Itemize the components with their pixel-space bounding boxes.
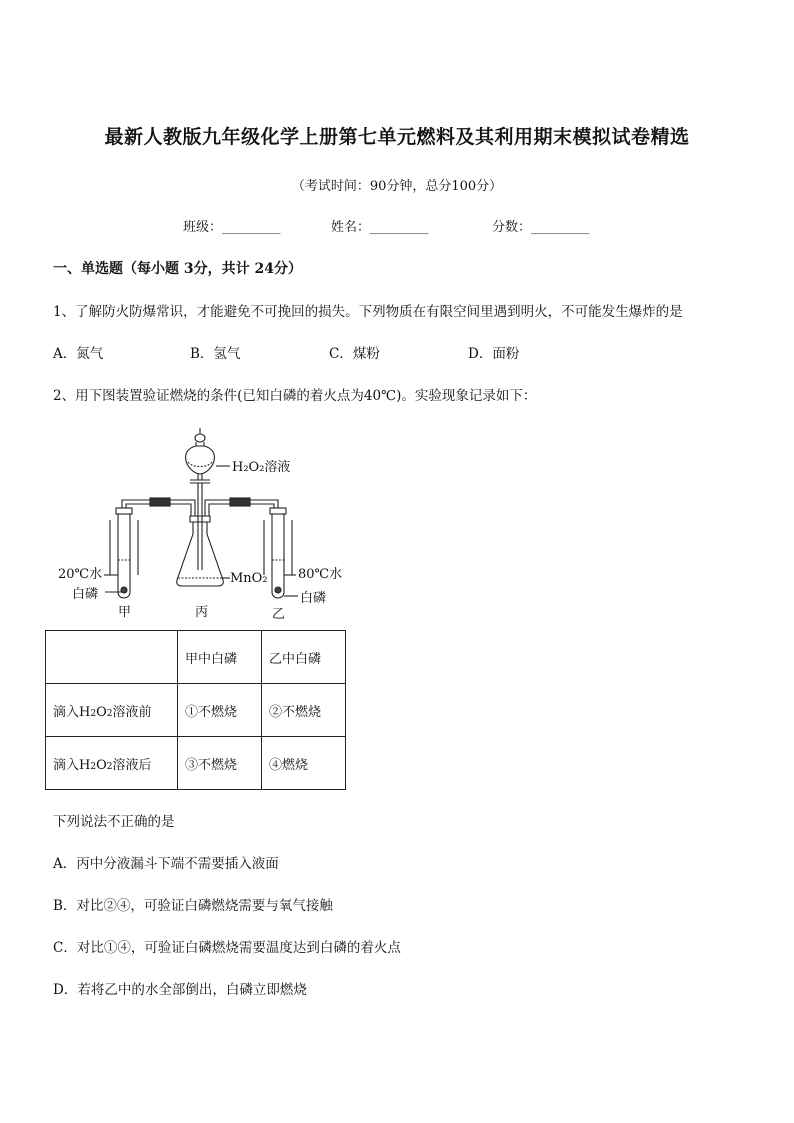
question-2-option-b: B．对比②④，可验证白磷燃烧需要与氧气接触 [53, 898, 333, 914]
table-cell [46, 631, 178, 684]
label-bing: 丙 [195, 605, 209, 620]
name-field: 姓名：_________ [331, 220, 429, 235]
score-field: 分数：_________ [492, 220, 590, 235]
apparatus-diagram [50, 420, 360, 625]
table-row [46, 631, 346, 684]
label-h2o2: H₂O₂溶液 [232, 460, 291, 475]
table-cell: ①不燃烧 [178, 684, 262, 737]
question-2-option-c: C．对比①④，可验证白磷燃烧需要温度达到白磷的着火点 [53, 940, 401, 956]
question-1-option-d: D．面粉 [468, 346, 520, 362]
table-cell: ③不燃烧 [178, 737, 262, 790]
experiment-table [45, 630, 346, 790]
table-header: 乙中白磷 [262, 631, 346, 684]
question-2-prompt: 下列说法不正确的是 [53, 814, 175, 830]
section-heading: 一、单选题（每小题 3分，共计 24分） [53, 261, 302, 277]
table-row-label: 滴入H2O2溶液前 [46, 684, 178, 737]
label-white-phosphorus-left: 白磷 [72, 587, 99, 602]
label-white-phosphorus-right: 白磷 [300, 591, 327, 606]
question-1-option-a: A．氮气 [53, 346, 104, 362]
label-water-20: 20℃水 [58, 567, 103, 582]
exam-subtitle: （考试时间：90分钟，总分100分） [291, 179, 503, 194]
question-1-stem: 1、了解防火防爆常识，才能避免不可挽回的损失。下列物质在有限空间里遇到明火，不可能发生爆炸的是 [53, 304, 683, 320]
question-2-option-a: A．丙中分液漏斗下端不需要插入液面 [53, 856, 279, 872]
question-2-stem: 2、用下图装置验证燃烧的条件(已知白磷的着火点为40℃)。实验现象记录如下： [53, 388, 537, 404]
table-row [46, 737, 346, 790]
question-1-option-b: B．氢气 [190, 346, 241, 362]
label-mno2: MnO₂ [230, 571, 268, 586]
label-water-80: 80℃水 [298, 567, 343, 582]
question-2-option-d: D．若将乙中的水全部倒出，白磷立即燃烧 [53, 982, 307, 998]
table-cell: ④燃烧 [262, 737, 346, 790]
table-row [46, 684, 346, 737]
class-field: 班级：_________ [183, 220, 281, 235]
page-title: 最新人教版九年级化学上册第七单元燃料及其利用期末模拟试卷精选 [104, 126, 690, 148]
question-1-option-c: C．煤粉 [329, 346, 380, 362]
table-header: 甲中白磷 [178, 631, 262, 684]
label-jia: 甲 [118, 605, 132, 620]
table-cell: ②不燃烧 [262, 684, 346, 737]
label-yi: 乙 [272, 607, 286, 622]
table-row-label: 滴入H2O2溶液后 [46, 737, 178, 790]
